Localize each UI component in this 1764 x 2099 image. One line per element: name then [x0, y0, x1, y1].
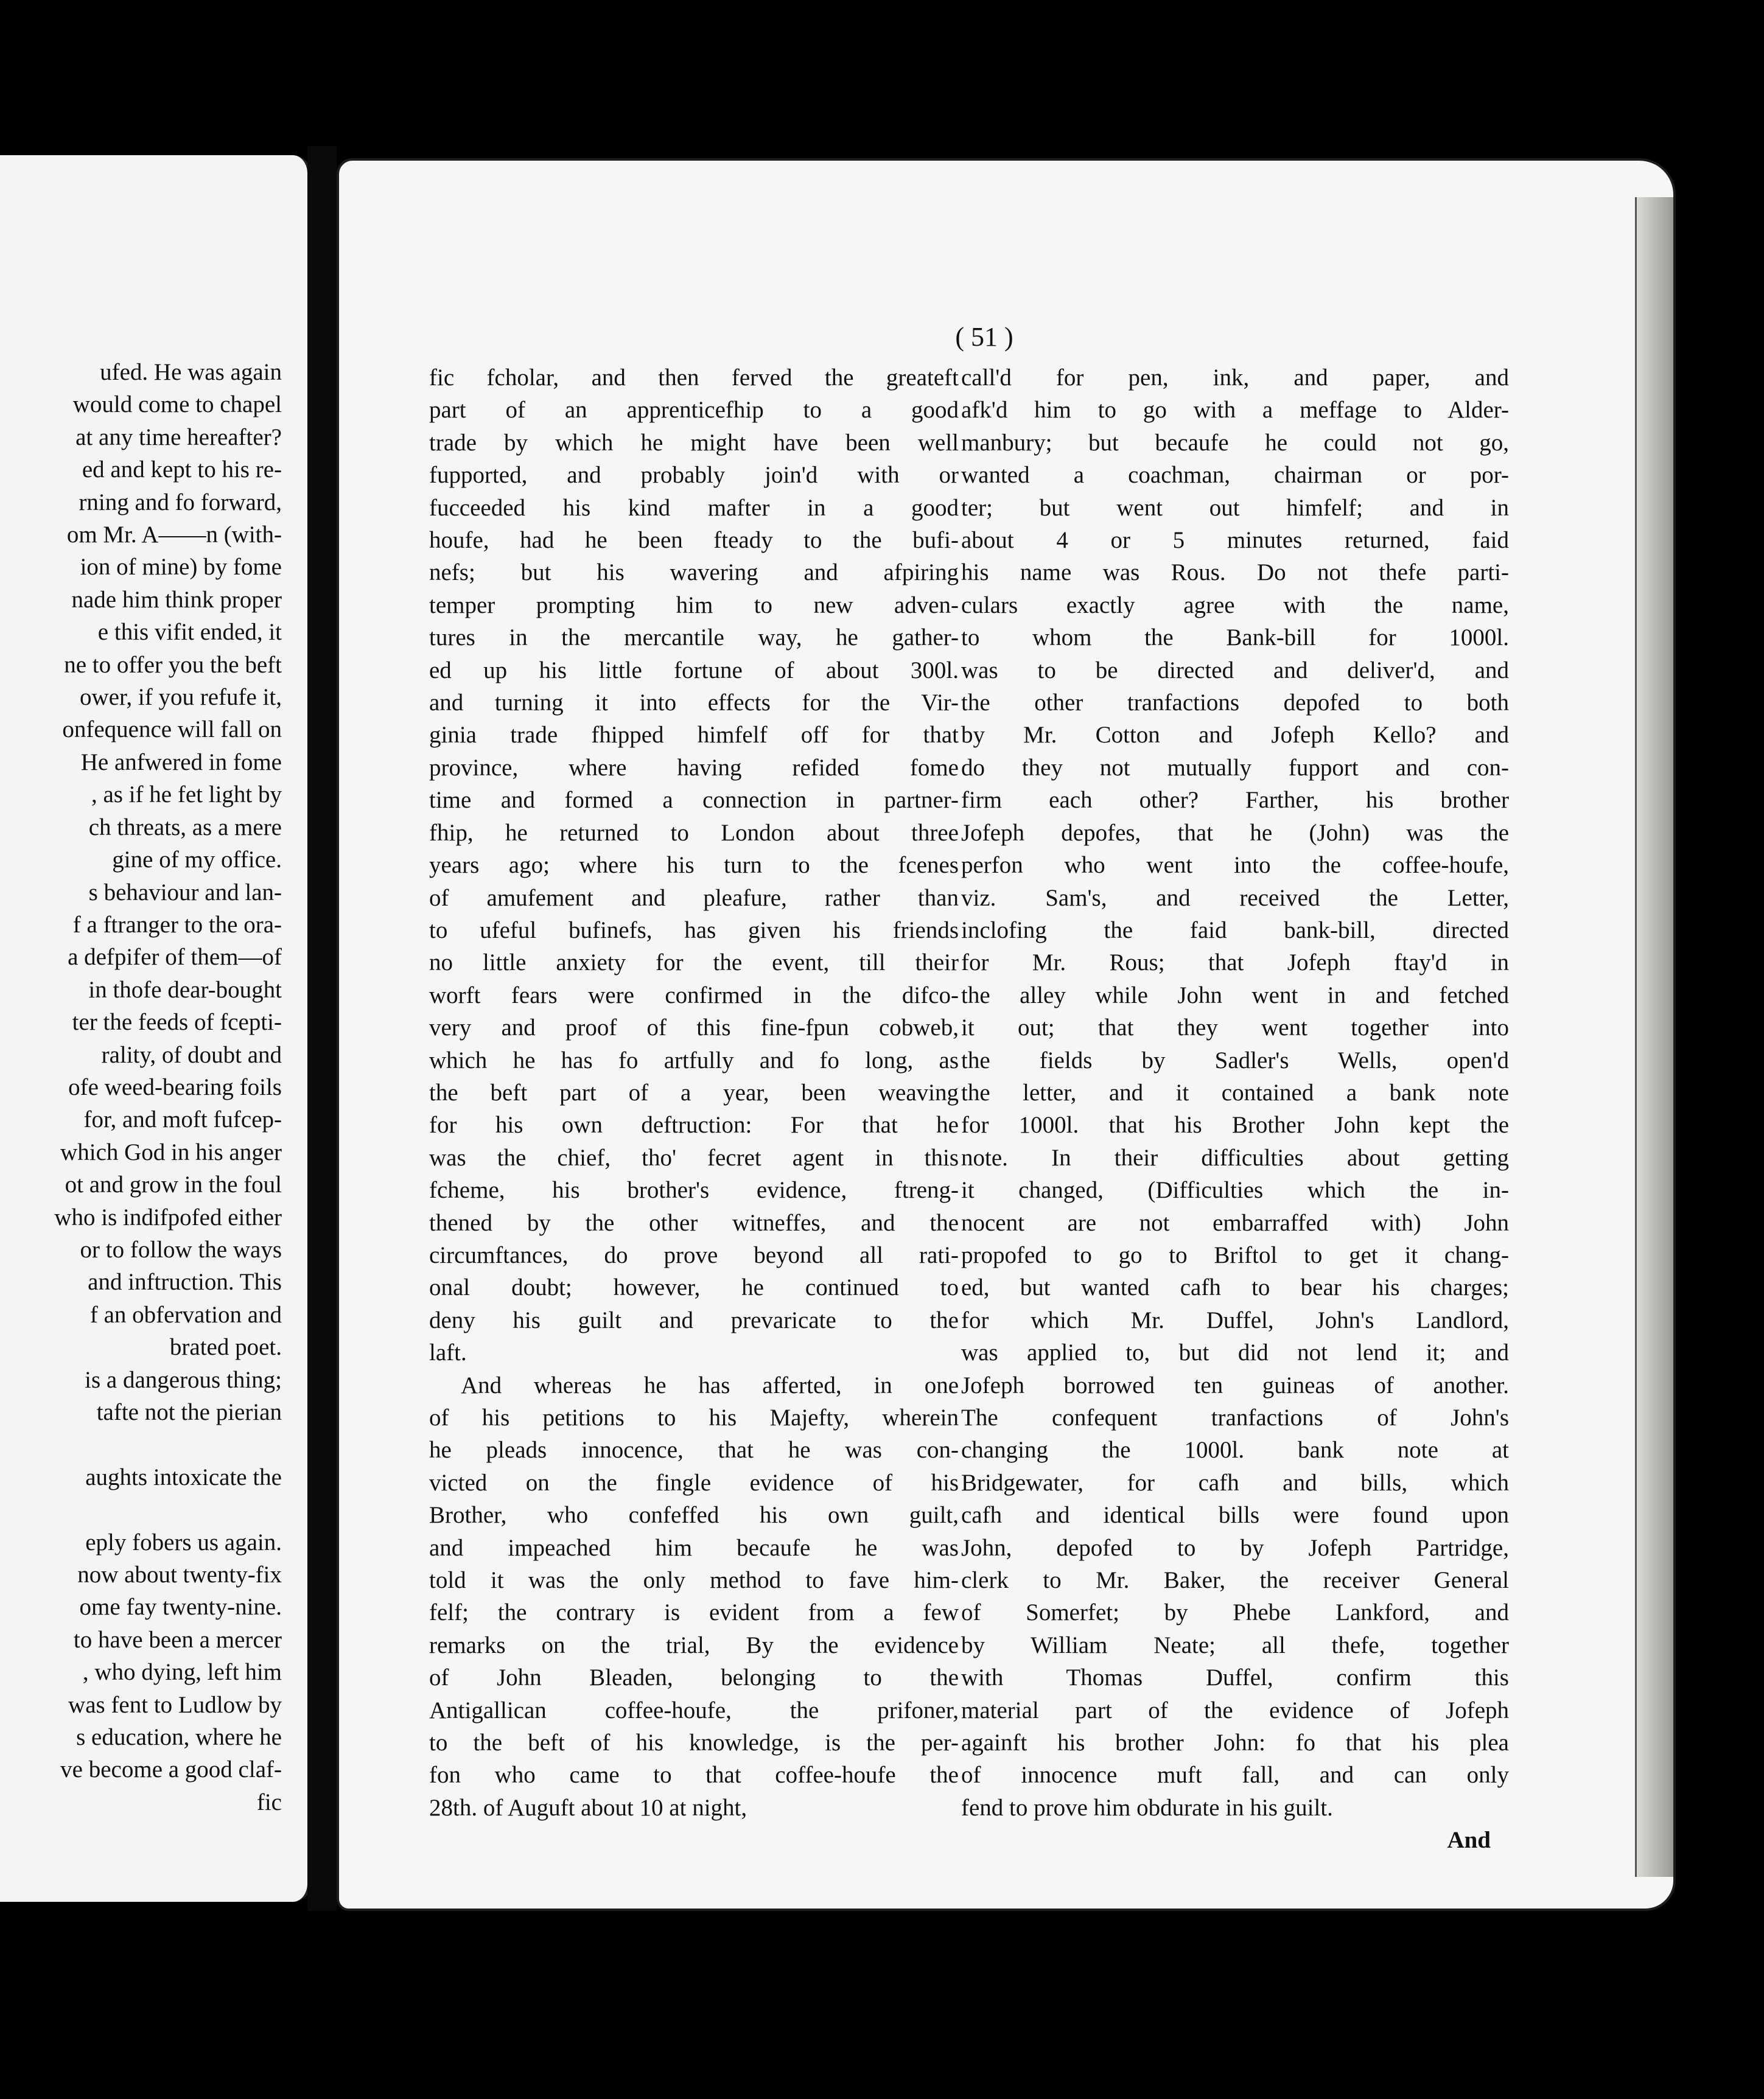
- text-line: of innocence muft fall, and can only: [961, 1762, 1509, 1789]
- text-line: fend to prove him obdurate in his guilt.: [961, 1794, 1333, 1821]
- text-column-right: [961, 361, 1509, 1857]
- text-line: the alley while John went in and fetched: [961, 982, 1509, 1008]
- text-line: manbury; but becaufe he could not go,: [961, 429, 1509, 456]
- text-line: ofe weed-bearing foils: [68, 1074, 282, 1100]
- text-line: wanted a coachman, chairman or por-: [961, 462, 1509, 489]
- text-line: culars exactly agree with the name,: [961, 592, 1509, 618]
- text-line: which God in his anger: [60, 1139, 282, 1165]
- text-line: of John Bleaden, belonging to the: [429, 1664, 959, 1691]
- text-line: ion of mine) by fome: [80, 554, 282, 581]
- text-line: laft.: [429, 1339, 467, 1366]
- text-line: nefs; but his wavering and afpiring: [429, 559, 959, 586]
- text-line: againft his brother John: fo that his plea: [961, 1730, 1509, 1756]
- text-line: ed up his little fortune of about 300l.: [429, 657, 959, 683]
- text-line: with Thomas Duffel, confirm this: [961, 1664, 1509, 1691]
- text-line: was applied to, but did not lend it; and: [961, 1339, 1509, 1366]
- text-line: for 1000l. that his Brother John kept the: [961, 1112, 1509, 1139]
- text-line: remarks on the trial, By the evidence: [429, 1632, 959, 1658]
- book-gutter: [307, 146, 337, 1911]
- text-line: e this vifit ended, it: [97, 619, 282, 646]
- text-line: for his own deftruction: For that he: [429, 1112, 959, 1139]
- text-line: eply fobers us again.: [85, 1529, 282, 1556]
- text-line: note. In their difficulties about getting: [961, 1144, 1509, 1171]
- text-line: was to be directed and deliver'd, and: [961, 657, 1509, 683]
- text-line: and inftruction. This: [88, 1269, 282, 1296]
- text-line: the beft part of a year, been weaving: [429, 1079, 959, 1106]
- text-line: do they not mutually fupport and con-: [961, 754, 1509, 781]
- text-line: 28th. of Auguft about 10 at night,: [429, 1794, 747, 1821]
- text-line: s education, where he: [76, 1724, 282, 1751]
- text-line: about 4 or 5 minutes returned, faid: [961, 527, 1509, 554]
- text-line: He anfwered in fome: [80, 749, 282, 775]
- text-line: ome fay twenty-nine.: [79, 1594, 282, 1621]
- text-line: rality, of doubt and: [101, 1041, 282, 1068]
- text-line: for, and moft fufcep-: [83, 1106, 282, 1133]
- text-line: to have been a mercer: [73, 1626, 282, 1653]
- text-line: ch threats, as a mere: [88, 814, 282, 840]
- text-line: onal doubt; however, he continued to: [429, 1274, 959, 1301]
- text-line: in thofe dear-bought: [88, 976, 282, 1003]
- text-line: om Mr. A——n (with-: [66, 522, 282, 548]
- text-line: fhip, he returned to London about three: [429, 819, 959, 846]
- text-line: ot and grow in the foul: [65, 1172, 282, 1198]
- text-line: fcheme, his brother's evidence, ftreng-: [429, 1177, 959, 1204]
- text-line: fon who came to that coffee-houfe the: [429, 1762, 959, 1789]
- text-line: [0, 1493, 282, 1526]
- text-line: to ufeful bufinefs, has given his friends: [429, 917, 959, 943]
- text-line: clerk to Mr. Baker, the receiver General: [961, 1567, 1509, 1594]
- text-line: or to follow the ways: [80, 1236, 282, 1263]
- text-line: perfon who went into the coffee-houfe,: [961, 852, 1509, 879]
- text-line: f a ftranger to the ora-: [72, 911, 282, 938]
- text-line: now about twenty-fix: [77, 1562, 282, 1588]
- text-line: of amufement and pleafure, rather than: [429, 884, 959, 911]
- text-line: , as if he fet light by: [91, 781, 282, 808]
- text-line: fupported, and probably join'd with or: [429, 462, 959, 489]
- text-line: onfequence will fall on: [62, 716, 282, 743]
- right-page: [337, 158, 1676, 1911]
- text-line: , who dying, left him: [82, 1659, 282, 1686]
- text-line: for Mr. Rous; that Jofeph ftay'd in: [961, 949, 1509, 976]
- text-line: ter; but went out himfelf; and in: [961, 494, 1509, 521]
- text-line: And whereas he has afferted, in one: [461, 1372, 959, 1399]
- text-line: and turning it into effects for the Vir-: [429, 690, 959, 716]
- text-line: changing the 1000l. bank note at: [961, 1437, 1509, 1464]
- text-line: province, where having refided fome: [429, 754, 959, 781]
- text-line: by Mr. Cotton and Jofeph Kello? and: [961, 722, 1509, 749]
- text-line: viz. Sam's, and received the Letter,: [961, 884, 1509, 911]
- text-line: and impeached him becaufe he was: [429, 1534, 959, 1561]
- text-line: ufed. He was again: [100, 359, 282, 385]
- text-line: it changed, (Difficulties which the in-: [961, 1177, 1509, 1204]
- page-edge: [1635, 197, 1673, 1877]
- text-line: houfe, had he been fteady to the bufi-: [429, 527, 959, 554]
- text-line: ne to offer you the beft: [64, 651, 282, 678]
- left-page-fragment: [0, 155, 311, 1902]
- text-line: brated poet.: [169, 1334, 282, 1361]
- text-line: fic: [256, 1789, 282, 1815]
- text-line: who is indifpofed either: [54, 1204, 282, 1231]
- text-line: a defpifer of them—of: [68, 944, 282, 971]
- text-line: for which Mr. Duffel, John's Landlord,: [961, 1307, 1509, 1333]
- text-line: temper prompting him to new adven-: [429, 592, 959, 618]
- text-line: no little anxiety for the event, till their: [429, 949, 959, 976]
- text-line: time and formed a connection in partner-: [429, 787, 959, 814]
- text-line: tures in the mercantile way, he gather-: [429, 624, 959, 651]
- text-line: cafh and identical bills were found upon: [961, 1502, 1509, 1529]
- text-line: ve become a good claf-: [60, 1756, 282, 1783]
- text-line: ower, if you refufe it,: [80, 684, 282, 711]
- text-line: he pleads innocence, that he was con-: [429, 1437, 959, 1464]
- text-line: worft fears were confirmed in the difco-: [429, 982, 959, 1008]
- text-line: nocent are not embarraffed with) John: [961, 1209, 1509, 1236]
- text-line: material part of the evidence of Jofeph: [961, 1697, 1509, 1724]
- text-line: rning and fo forward,: [79, 489, 282, 515]
- text-line: which he has fo artfully and fo long, as: [429, 1047, 959, 1074]
- text-line: aughts intoxicate the: [85, 1464, 282, 1490]
- text-line: years ago; where his turn to the fcenes: [429, 852, 959, 879]
- text-line: Brother, who confeffed his own guilt,: [429, 1502, 959, 1529]
- catchword: And: [1447, 1827, 1491, 1854]
- text-line: the letter, and it contained a bank note: [961, 1079, 1509, 1106]
- text-line: fucceeded his kind mafter in a good: [429, 494, 959, 521]
- text-line: is a dangerous thing;: [85, 1366, 282, 1393]
- text-line: of Somerfet; by Phebe Lankford, and: [961, 1599, 1509, 1626]
- text-line: f an obfervation and: [89, 1301, 282, 1328]
- text-line: John, depofed to by Jofeph Partridge,: [961, 1534, 1509, 1561]
- text-line: to the beft of his knowledge, is the per-: [429, 1730, 959, 1756]
- text-line: told it was the only method to fave him-: [429, 1567, 959, 1594]
- text-column-left: [429, 361, 959, 1824]
- text-line: afk'd him to go with a meffage to Alder-: [961, 397, 1509, 424]
- text-line: Jofeph depofes, that he (John) was the: [961, 819, 1509, 846]
- page-number: ( 51 ): [955, 322, 1013, 352]
- text-line: Antigallican coffee-houfe, the prifoner,: [429, 1697, 959, 1724]
- text-line: trade by which he might have been well: [429, 429, 959, 456]
- left-page-text: [0, 356, 282, 1818]
- text-line: by William Neate; all thefe, together: [961, 1632, 1509, 1658]
- text-line: inclofing the faid bank-bill, directed: [961, 917, 1509, 943]
- text-line: Jofeph borrowed ten guineas of another.: [961, 1372, 1509, 1399]
- text-line: fic fcholar, and then ferved the greateft: [429, 365, 959, 391]
- text-line: The confequent tranfactions of John's: [961, 1405, 1509, 1431]
- text-line: ginia trade fhipped himfelf off for that: [429, 722, 959, 749]
- text-line: call'd for pen, ink, and paper, and: [961, 365, 1509, 391]
- text-line: ed, but wanted cafh to bear his charges;: [961, 1274, 1509, 1301]
- text-line: circumftances, do prove beyond all rati-: [429, 1242, 959, 1268]
- text-line: the fields by Sadler's Wells, open'd: [961, 1047, 1509, 1074]
- text-line: felf; the contrary is evident from a few: [429, 1599, 959, 1626]
- text-line: ed and kept to his re-: [82, 456, 282, 483]
- text-line: [0, 1428, 282, 1461]
- text-line: his name was Rous. Do not thefe parti-: [961, 559, 1509, 586]
- text-line: was fent to Ludlow by: [68, 1691, 282, 1718]
- text-line: propofed to go to Briftol to get it chang-: [961, 1242, 1509, 1268]
- text-line: ter the feeds of fcepti-: [72, 1009, 282, 1036]
- text-line: thened by the other witneffes, and the: [429, 1209, 959, 1236]
- text-line: firm each other? Farther, his brother: [961, 787, 1509, 814]
- text-line: s behaviour and lan-: [88, 879, 282, 906]
- text-line: nade him think proper: [71, 586, 282, 613]
- text-line: victed on the fingle evidence of his: [429, 1469, 959, 1496]
- text-line: it out; that they went together into: [961, 1015, 1509, 1041]
- text-line: of his petitions to his Majefty, wherein: [429, 1405, 959, 1431]
- text-line: part of an apprenticefhip to a good: [429, 397, 959, 424]
- text-line: at any time hereafter?: [75, 424, 282, 450]
- text-line: the other tranfactions depofed to both: [961, 690, 1509, 716]
- text-line: Bridgewater, for cafh and bills, which: [961, 1469, 1509, 1496]
- text-line: very and proof of this fine-fpun cobweb,: [429, 1015, 959, 1041]
- text-line: deny his guilt and prevaricate to the: [429, 1307, 959, 1333]
- text-line: would come to chapel: [72, 391, 282, 418]
- text-line: to whom the Bank-bill for 1000l.: [961, 624, 1509, 651]
- text-line: gine of my office.: [112, 847, 282, 873]
- text-line: tafte not the pierian: [96, 1399, 282, 1425]
- text-line: was the chief, tho' fecret agent in this: [429, 1144, 959, 1171]
